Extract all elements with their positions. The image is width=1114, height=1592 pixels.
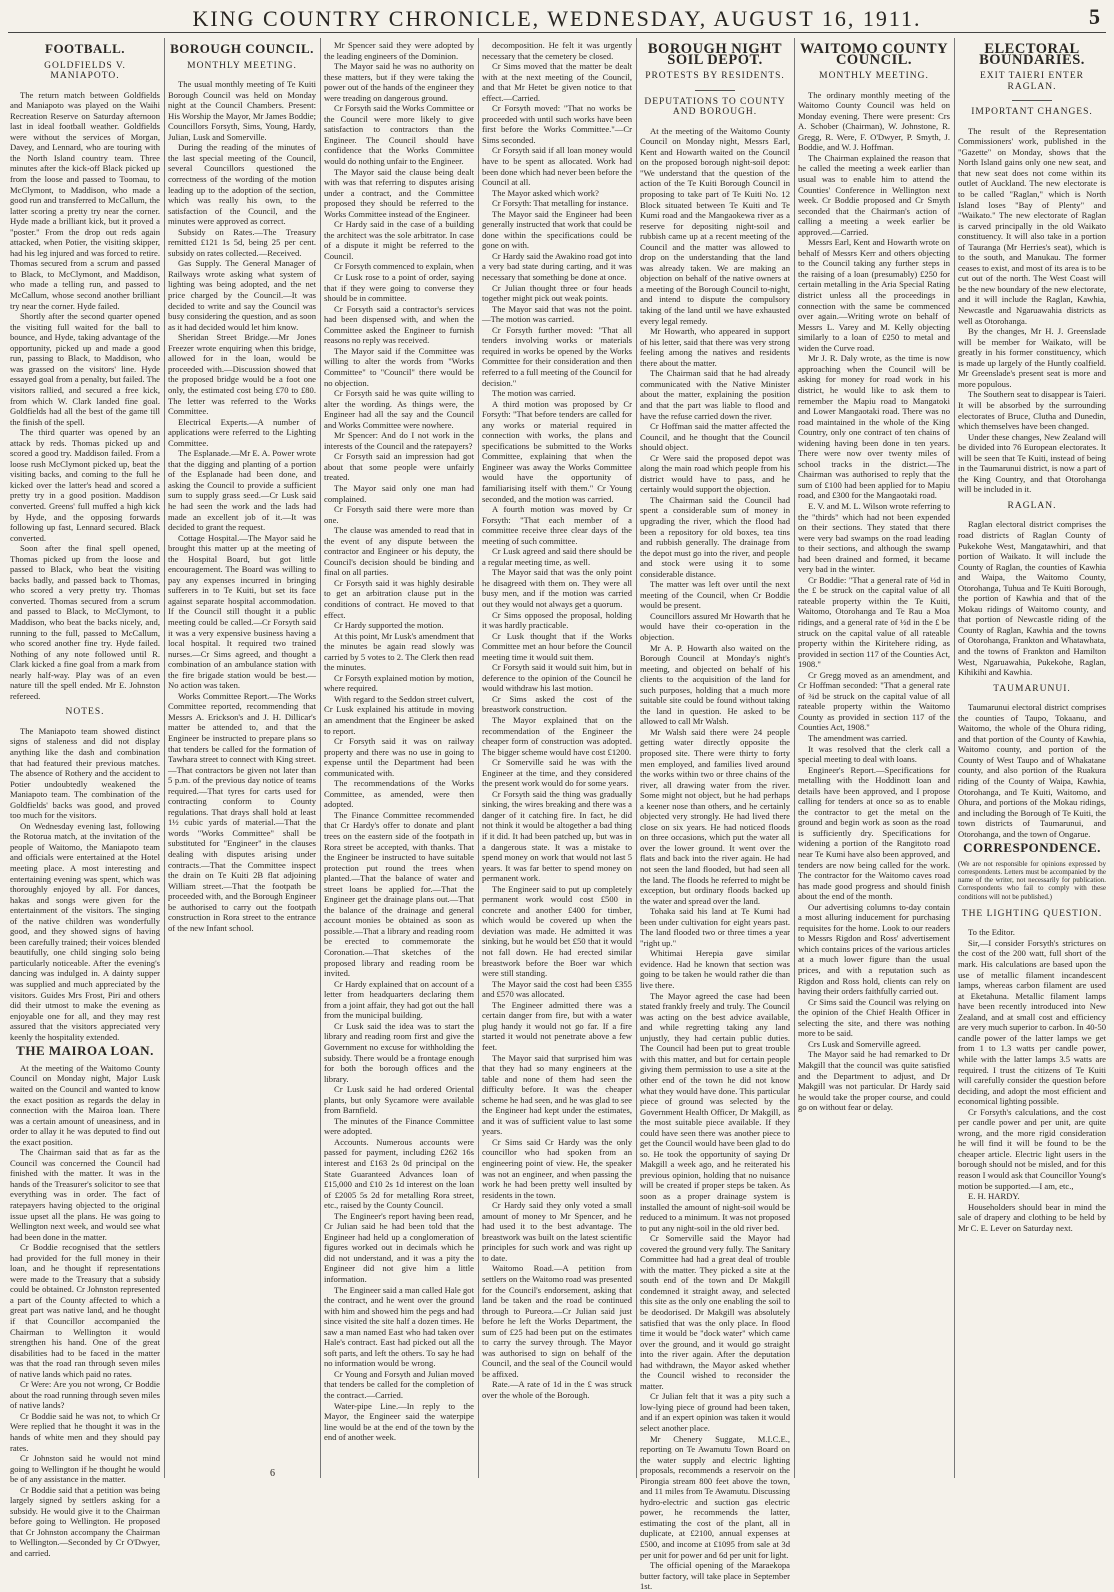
- footer-mark: 6: [270, 1468, 275, 1479]
- article-paragraph: The Chairman said that he had already communicated with the Native Minister about the matter, explaining the position and that the part was liable to flood and have the refuse carried down the river.: [640, 368, 790, 421]
- article-paragraph: Cr Lusk agreed and said there should be a regular meeting time, as well.: [482, 546, 632, 567]
- page-number: 5: [1089, 4, 1100, 29]
- article-subhead: EXIT TAIERI ENTER RAGLAN.: [979, 71, 1084, 92]
- article-paragraph: Mr Spencer said they were adopted by the leading engineers of the Dominion.: [324, 40, 474, 61]
- article-subhead: PROTESTS BY RESIDENTS.: [645, 71, 785, 82]
- article-paragraph: The Mayor explained that on the recommendation of the Engineer the cheaper form of construction was adopted. The bigger scheme would have cost £1200.: [482, 715, 632, 757]
- article-paragraph: Cr Were said the proposed depot was along the main road which people from his district would have to pass, and he certainly would support the objection.: [640, 452, 790, 495]
- article-paragraph: The Engineer said to put up completely permanent work would cost £500 in concrete and another £400 for timber, which would be covered up when the deviation was made. He admitted it was sinking, but he would bet £50 that it would not fall down. He had erected similar breastwork before the Boer war which were still standing.: [482, 883, 632, 979]
- article-subhead: THE LIGHTING QUESTION.: [961, 908, 1103, 919]
- article-paragraph: The Chairman said the Council had spent a considerable sum of money in upgrading the river, which the flood had been a repository for old boxes, tea tins and rubbish generally. The drainage from the depot must go into the river, and people and stock were using it to some considerable distance.: [640, 494, 790, 579]
- section-rule: [1012, 100, 1052, 101]
- article-paragraph: The motion was carried.: [492, 388, 576, 399]
- article-paragraph: At this point, Mr Lusk's amendment that the minutes be again read slowly was carried by 5 votes to 2. The Clerk then read the minutes.: [324, 630, 474, 673]
- article-paragraph: Engineer's Report.—Specifications for metalling with the Hoddinott loan and details have been approved, and I propose calling for tenders at once so as to enable the contractor to get the metal on the ground and begin work as soon as the road is sufficiently dry. Specifications for widening a portion of the Rangitoto road near Te Kumi have also been approved, and tenders are now being called for the work. The contractor for the Waitomo caves road has made good progress and should finish about the end of the month.: [798, 764, 950, 902]
- article-paragraph: With regard to the Seddon street culvert, Cr Lusk explained his attitude in moving an amendment that the Engineer be asked to report.: [324, 693, 474, 736]
- article-paragraph: A fourth motion was moved by Cr Forsyth: "That each member of a committee receive three clear days of the meeting of such committee.: [482, 504, 632, 546]
- editorial-notice: (We are not responsible for opinions expressed by correspondents. Letters must be accompanied by the name of the writer, not necessarily for publication. Correspondents who fail to comply with these conditions will not be published.): [958, 859, 1106, 901]
- article-paragraph: Cr Sims asked the cost of the breastwork construction.: [482, 693, 632, 715]
- article-paragraph: Cr Sims said the Council was relying on the opinion of the Chief Health Officer in selecting the site, and there was nothing more to be said.: [798, 996, 950, 1039]
- article-paragraph: The Mayor said if the Committee was willing to alter the words from "Works Committee" to "Council" there would be no objection.: [324, 345, 474, 388]
- column-divider: [320, 38, 321, 1478]
- article-paragraph: By the changes, Mr H. J. Greenslade will be member for Waikato, will be greatly in his former constituency, which is made up largely of the Huntly coalfield. Mr Greenslade's present seat is more and more populous.: [958, 326, 1106, 389]
- article-paragraph: Cr Forsyth said an impression had got about that some people were unfairly treated.: [324, 451, 474, 483]
- article-subhead: MONTHLY MEETING.: [819, 71, 929, 82]
- article-paragraph: The Mayor said the cost had been £355 and £570 was allocated.: [482, 978, 632, 1000]
- article-paragraph: The Mayor agreed the case had been stated frankly freely and truly. The Council was acting on the best advice available, and while regretting taking any land unjustly, they had certain public duties. The Council had been put to great trouble with this matter, and but for certain people giving them permission to use a site at the other end of the town he did not know what they would have done. This particular piece of ground was selected by the Government Health Officer, Dr Makgill, as the most suitable piece available. If they could have seen there was another piece to get the Council would have been glad to do so. He took the opportunity of saying Dr Makgill a week ago, and he reiterated his previous opinion, holding that no nuisance will be created if proper steps be taken. As soon as a proper drainage system is installed the amount of night-soil would be reduced to a minimum. It was not proposed to put any night-soil in the old river bed.: [640, 990, 790, 1233]
- article-paragraph: Mr Chenery Suggate, M.I.C.E., reporting on Te Awamutu Town Board on the water supply and electric lighting proposals, recommends a reservoir on the Pirongia stream 800 feet above the town, and 11 miles from Te Awamutu. Discussing hydro-electric and suction gas electric power, he recommends the latter, estimating the cost of the plant, all in duplicate, at £2100, annual expenses at £500, and income at £1095 from sale at 3d per unit for power and 6d per unit for light.: [640, 1433, 790, 1560]
- article-paragraph: Accounts. Numerous accounts were passed for payment, including £262 16s interest and £163 2s 0d principal on the State Guaranteed Advances loan of £15,000 and £10 2s 1d interest on the loan of £2005 5s 2d for metalling Rora street, etc., raised by the County Council.: [324, 1136, 474, 1211]
- article-paragraph: During the reading of the minutes of the last special meeting of the Council, several Councillors questioned the correctness of the wording of the motion leading up to the adoption of the section, which was really his own, to the satisfaction of the Council, and the minutes were approved as correct.: [168, 142, 316, 227]
- article-paragraph: The Esplanade.—Mr E. A. Power wrote that the digging and planting of a portion of the Esplanade had been done, and asking the Council to provide a sufficient sum to supply grass seed.—Cr Lusk said he had seen the work and the lads had made an excellent job of it.—It was decided to grant the request.: [168, 448, 316, 533]
- article-paragraph: The recommendations of the Works Committee, as amended, were then adopted.: [324, 778, 474, 810]
- column-divider: [794, 38, 795, 1478]
- article-paragraph: Soon after the final spell opened, Thomas picked up from the loose and passed to Black, who beat the visiting backs badly, and passed back to Thomas, who scored a very pretty try. Thomas converted. Thomas secured from a scrum and passed to Black, to McClymont, to Maddison, who beat the backs nicely, and, running to the full, passed to McCallum, who scored another fine try. Hyde failed. Nothing of any note followed until R. Clark kicked a fine goal from a mark from nearly half-way. Play was of an even nature till the spell ended. Mr E. Johnston refereed.: [10, 543, 160, 701]
- masthead-rule: [8, 32, 1106, 33]
- article-paragraph: The result of the Representation Commissioners' work, published in the "Gazette" on Monday, shows that the North Island gains only one new seat, and that new seat does not come within its outlet of Auckland. The new electorate is to be called "Raglan," which is North Island loses "Bay of Plenty" and "Waikato." The new electorate of Raglan is carved principally in the old Waikato constituency. It will also take in a portion of Tauranga (Mr Herries's seat), which is to the south, and Manukau. The former ceases to exist, and most of its area is to be cut out of the north. The West Coast will be the new boundary of the new electorate, and it will include the Raglan, Kawhia, Newcastle and Ngaruawahia districts as well as Otorohanga.: [958, 125, 1106, 326]
- article-paragraph: Cr Young and Forsyth and Julian moved that tenders be called for the completion of the contract.—Carried.: [324, 1368, 474, 1400]
- article-paragraph: At the meeting of the Waitomo County Council on Monday night, Major Lusk waited on the Council and wanted to know the exact position as regards the delay in connection with the Mairoa loan. There was a certain amount of uneasiness, and in order to allay it he was deputed to find out the exact position.: [10, 1062, 160, 1147]
- column-6: [798, 40, 950, 1470]
- article-paragraph: Cr Hoffman said the matter affected the Council, and he thought that the Council should object.: [640, 421, 790, 453]
- article-paragraph: E. H. HARDY.: [968, 1191, 1020, 1202]
- article-paragraph: On Wednesday evening last, following the Rotorua match, at the invitation of the people of Waitomo, the Maniapoto team and officials were entertained at the Hotel meeting place. A most interesting and entertaining evening was spent, which was thoroughly enjoyed by all. For dances, hakas and songs were given for the entertainment of the visitors. The singing of the native children was wonderfully good, and they showed signs of having been carefully trained; their voices blended beautifully, one child singing solo being particularly noticeable. After the evening's dancing was indulged in. A dainty supper was supplied and much appreciated by the visitors. Guides Mrs Frost, Piri and others did their utmost to make the evening as enjoyable one for all, and they may rest assured that the visitors appreciated very keenly the hospitality extended.: [10, 820, 160, 1042]
- article-paragraph: Cr Forsyth further moved: "That all tenders involving works or materials required in works be opened by the Works Committee for their consideration and then referred to a full meeting of the Council for decision.": [482, 324, 632, 388]
- article-paragraph: The Maniapoto team showed distinct signs of staleness and did not display anything like the dash and combination that had featured their previous matches. The absence of Rothery and the accident to Potier undoubtedly weakened the Maniapoto team. The combination of the Goldfields' backs was good, and proved too much for the visitors.: [10, 725, 160, 821]
- column-5: [640, 40, 790, 1592]
- article-paragraph: The amendment was carried.: [808, 733, 908, 743]
- article-paragraph: The Engineer's report having been read, Cr Julian said he had been told that the Engineer had held up a conglomeration of figures worked out in decimals which he did not understand, and it was a pity the Engineer did not give him a little information.: [324, 1210, 474, 1284]
- article-paragraph: The Mayor said that was not the point.—The motion was carried.: [482, 303, 632, 325]
- article-paragraph: Cr Gregg moved as an amendment, and Cr Hoffman seconded: "That a general rate of ¾d be struck on the capital value of all rateable property within the Waitomo County as provided in section 117 of the Counties Act, 1908.": [798, 669, 950, 733]
- article-paragraph: Cr Hardy said the Awakino road got into a very bad state during carting, and it was necessary that something be done at once.: [482, 250, 632, 283]
- article-paragraph: Mr Spencer: And do I not work in the interests of the Council and the ratepayers?: [324, 430, 474, 451]
- column-divider: [478, 38, 479, 1478]
- article-paragraph: Sir,—I consider Forsyth's strictures on the cost of the 200 watt, full short of the mark. His calculations are based upon the use of metallic filament incandescent lamps, whereas carbon filament are used at Eketahuna. Metallic filament lamps have been recently introduced into New Zealand, and at small cost and efficiency are very much superior to carbon. In 40-50 candle power of the latter lamps we get from 1 to 1.3 watts per candle power, while with the latter lamps 3.5 watts are required. I trust the citizens of Te Kuiti will carefully consider the question before deciding, and adopt the most efficient and economical lighting possible.: [958, 937, 1106, 1107]
- newspaper-title: KING COUNTRY CHRONICLE, WEDNESDAY, AUGUST 16, 1911.: [192, 6, 922, 31]
- article-subhead: MONTHLY MEETING.: [187, 60, 297, 71]
- article-paragraph: The official opening of the Maraekopa butter factory, will take place in September 1st.: [640, 1560, 790, 1592]
- article-paragraph: Taumarunui electoral district comprises the counties of Taupo, Tokaanu, and Waitomo, the whole of the Ohura riding, and that portion of the County of Kawhia, Waitomo county, and portion of the County of West Taupo and of Whakatane county, and also portion of the Ruakura riding of the County of Waipa, Kawhia, Otorohanga, and Te Kuiti, Waitomo, and Ohura, and portions of the Mokau ridings, and including the Borough of Te Kuiti, the town districts of Taumarunui, and Otorohanga, and the town of Ongarue.: [958, 702, 1106, 839]
- article-subhead: GOLDFIELDS V. MANIAPOTO.: [44, 60, 126, 82]
- column-divider: [954, 38, 955, 1478]
- article-paragraph: Our advertising columns to-day contain a most alluring inducement for purchasing requisites for the home. Look to our readers to Messrs Rigdon and Ross' advertisement which contains prices of the various articles at a much lower figure than the usual prices, and with a reputation such as Rigdon and Ross hold, clients can rely on having their orders faithfully carried out.: [798, 901, 950, 997]
- article-paragraph: The Mayor said the Engineer had been generally instructed that work that could be done within the specifications could be gone on with.: [482, 208, 632, 251]
- article-paragraph: Sheridan Street Bridge.—Mr Jones Freezer wrote enquiring when this bridge, allowed for in the loan, would be proceeded with.—Discussion showed that the proposed bridge would be a foot one only, the estimated cost being £70 to £80. The letter was referred to the Works Committee.: [168, 332, 316, 417]
- article-paragraph: Rate.—A rate of 1d in the £ was struck over the whole of the Borough.: [482, 1379, 632, 1400]
- article-paragraph: Cr Lusk said the idea was to start the library and reading room first and give the Government no excuse for withholding the subsidy. There would be a frontage enough for both the borough offices and the library.: [324, 1020, 474, 1084]
- article-paragraph: Cr Boddie said that a petition was being largely signed by settlers asking for a subsidy. He would give it to the Chairman before going to Wellington. He proposed that Cr Johnston accompany the Chairman to Wellington.—Seconded by Cr O'Dwyer, and carried.: [10, 1484, 160, 1559]
- article-paragraph: Works Committee Report.—The Works Committee reported, recommending that Messrs A. Erickson's and J. H. Dillicar's matter be attended to, and that the Engineer be instructed to prepare plans so that tenders be called for the formation of Tawhara street to connect with King street.—That contractors be given not later than 5 p.m. of the previous day notice of teams required.—That tyres for carts used for contracting conform to County regulations. That drays shall hold at least 1½ cubic yards of material.—That the words "Works Committee" shall be substituted for "Engineer" in the clauses dealing with disputes arising under contracts.—That the Committee inspect the drain on Te Kuiti 2B flat adjoining William street.—That the footpath be proceeded with, and the Borough Engineer be authorised to carry out the footpath construction in Rora street to the entrance of the new Infant school.: [168, 690, 316, 933]
- article-headline: FOOTBALL.: [45, 41, 125, 56]
- article-paragraph: Raglan electoral district comprises the road districts of Raglan County of Pukekohe West, Mangatawhiri, and that portion of Waikato. It will include the County of Raglan, the counties of Kawhia and Waipa, the Waitomo County, Otorohanga, Tuhua and Te Kuiti Borough, the portion of Kawhia and that of the Mokau ridings of Waitomo county, and that portion of Newcastle riding of the County of Raglan, Kawhia and the towns of Otorohanga, Frankton and Whatawhata, and the towns of Frankton and Hamilton West, Ngaruawahia, Pukekohe, Raglan, Kihikihi and Kawhia.: [958, 519, 1106, 678]
- article-paragraph: Cr Boddie recognised that the settlers had provided for the full money in their loan, and he thought if representations were made to the Treasury that a subsidy could be obtained. Cr Johnston represented a part of the County affected to which a great part was native land, and he thought if that Councillor accompanied the Chairman to Wellington it would strengthen his hand. One of the great disabilities had to be faced in the matter was that the road ran through seven miles of native lands which paid no rates.: [10, 1242, 160, 1379]
- article-paragraph: Cr Lusk said he had ordered Oriental plants, but only Sycamore were available from Barnfield.: [324, 1084, 474, 1116]
- article-paragraph: Whitimai Herepia gave similar evidence. Had he known that section was going to be taken he would rather die than live there.: [640, 948, 790, 991]
- article-paragraph: Shortly after the second quarter opened the visiting full waited for the ball to bounce, and Hyde, taking advantage of the opportunity, picked up and made a good run, passing to Black, to Maddison, who was grassed on the visitors' line. Hyde essayed goal from a penalty, but failed. The visitors rallied, and secured a free kick, from which W. Clark landed fine goal. Goldfields had all the best of the game till the finish of the spell.: [10, 311, 160, 427]
- article-paragraph: The minutes of the Finance Committee were adopted.: [324, 1115, 474, 1137]
- article-paragraph: Tohaka said his land at Te Kumi had been under cultivation for eight years past. The land flooded two or three times a year "right up.": [640, 906, 790, 948]
- article-headline: ELECTORAL BOUNDARIES.: [979, 41, 1085, 68]
- article-paragraph: The third quarter was opened by an attack by reds. Thomas picked up and scored a good try. Maddison failed. From a loose rush McClymont picked up, beat the visiting backs, and coming to the full he kicked over the latter's head and scored a pretty try in a good position. Maddison converted. Greens' full muffed a high kick by Hyde, and the opposing forwards following up fast, Lennard secured. Black converted.: [10, 427, 160, 543]
- article-paragraph: Gas Supply. The General Manager of Railways wrote asking what system of lighting was being adopted, and the net price charged by the Council.—It was decided to write and say the Council was busy considering the question, and as soon as it had decided would let him know.: [168, 258, 316, 332]
- article-paragraph: Waitomo Road.—A petition from settlers on the Waitomo road was presented for the Council's endorsement, asking that land be taken and the road be continued through to Pureora.—Cr Julian said just before he left the Works Department, the sum of £25 had been put on the estimates to carry the survey through. The Mayor was authorised to sign on behalf of the Council, and the seal of the Council would be affixed.: [482, 1263, 632, 1379]
- article-paragraph: Cr Hardy supported the motion.: [334, 620, 444, 631]
- column-4: [482, 40, 632, 1470]
- article-headline: BOROUGH COUNCIL.: [170, 41, 314, 56]
- article-subhead: TAUMARUNUI.: [993, 683, 1071, 694]
- article-headline: BOROUGH NIGHT SOIL DEPOT.: [647, 41, 783, 68]
- article-paragraph: Cr Forsyth: That metalling for instance.: [492, 198, 629, 209]
- article-paragraph: Mr Walsh said there were 24 people getting water directly opposite the proposed site. There were thirty to forty men employed, and families lived around the works within two or three chains of the river, all drawing water from the river. Some might not object, but he had perhaps a keener nose than others, and he certainly objected very strongly. He had lived there close on six years. He had noticed floods on three occasions, which put the water all over the lower ground. It went over the flats and back into the river again. He had not seen the land flooded, but had seen all the land. The floods he referred to might be exception, but ordinary floods backed up the water and spread over the land.: [640, 726, 790, 906]
- article-subhead: RAGLAN.: [1007, 500, 1057, 511]
- article-paragraph: The Southern seat to disappear is Taieri. It will be absorbed by the surrounding electorates of Bruce, Clutha and Dunedin, which themselves have been changed.: [958, 389, 1106, 432]
- article-paragraph: Cr Were: Are you not wrong, Cr Boddie about the road running through seven miles of native lands?: [10, 1379, 160, 1411]
- article-paragraph: Cr Hardy said they only voted a small amount of money to Mr Spencer, and he had used it to the best advantage. The breastwork was built on the latest scientific principles for such work and was right up to date.: [482, 1200, 632, 1263]
- article-paragraph: E. V. and M. L. Wilson wrote referring to the "thirds" which had not been expended on their sections. They stated that there were very bad swamps on the road leading to their sections, and although the swamp had been drained and formed, it became very bad in the winter.: [798, 500, 950, 575]
- article-paragraph: The usual monthly meeting of Te Kuiti Borough Council was held on Monday night at the Council Chambers. Present: His Worship the Mayor, Mr James Boddie; Councillors Forsyth, Sims, Young, Hardy, Julian, Lusk and Somerville.: [168, 79, 316, 142]
- column-3: [324, 40, 474, 1470]
- article-paragraph: Under these changes, New Zealand will be divided into 76 European electorates. It will be seen that Te Kuiti, instead of being in the Taumarunui district, is now a part of the King Country, and that Otorohanga will be included in it.: [958, 431, 1106, 495]
- article-paragraph: Electrical Experts.—A number of applications were referred to the Lighting Committee.: [168, 416, 316, 448]
- article-paragraph: Subsidy on Rates.—The Treasury remitted £121 1s 5d, being 25 per cent. subsidy on rates collected.—Received.: [168, 226, 316, 258]
- article-headline: WAITOMO COUNTY COUNCIL.: [799, 41, 949, 68]
- article-paragraph: Messrs Earl, Kent and Howarth wrote on behalf of Messrs Kerr and others objecting to the Council taking any further steps in the raising of a loan (presumably) £250 for certain metalling in the Aria Special Rating district unless all the proceedings in connection with the same be commenced over again.—Writing wrote on behalf of Messrs L. Varey and M. Kelly objecting similarly to a loan of £250 to metal and widen the Curve road.: [798, 237, 950, 353]
- column-2: [168, 40, 316, 1470]
- article-paragraph: Cr Forsyth's calculations, and the cost per candle power and per unit, are quite wrong, and the more rigid consideration he will find it will be found to be the cheaper article. Electric light users in the borough should not be misled, and for this reason I would ask that Councillor Young's motion be supported.—I am, etc.,: [958, 1106, 1106, 1191]
- article-subhead: NOTES.: [65, 707, 105, 718]
- article-paragraph: decomposition. He felt it was urgently necessary that the cemetery be closed.: [482, 40, 632, 61]
- article-paragraph: Mr A. P. Howarth also waited on the Borough Council at Monday's night's meeting, and objected on behalf of his clients to the acquisition of the land for such purposes, holding that a much more suitable site could be found without taking the land in question. He asked to be allowed to call Mr Walsh.: [640, 642, 790, 727]
- article-paragraph: Cr Boddie said he was not, to which Cr Were replied that he thought it was in the hands of white men and they should pay rates.: [10, 1410, 160, 1453]
- article-paragraph: The Chairman explained the reason that he called the meeting a week earlier than usual was to enable him to attend the Counties' Conference in Wellington next week. Cr Boddie proposed and Cr Smyth seconded that the Chairman's action of calling a meeting a week earlier be approved.—Carried.: [798, 152, 950, 237]
- article-paragraph: Councillors assured Mr Howarth that he would have their co-operation in the objection.: [640, 610, 790, 642]
- article-paragraph: To the Editor.: [968, 927, 1015, 938]
- article-paragraph: Cr Sims said Cr Hardy was the only councillor who had spoken from an engineering point of view. He, the speaker was not an engineer, and when passing the work he had been pretty well insulted by residents in the town.: [482, 1136, 632, 1200]
- masthead: [0, 0, 1114, 30]
- article-paragraph: Cr Forsyth commenced to explain, when: [334, 261, 474, 272]
- article-paragraph: Cr Forsyth said it would suit him, but in deference to the opinion of the Council he would withdraw his last motion.: [482, 662, 632, 694]
- article-paragraph: The Mayor said he had remarked to Dr Makgill that the council was quite satisfied and the Department to adjust, and Dr Makgill was not particular. Dr Hardy said he would take the proper course, and could go on without fear or delay.: [798, 1049, 950, 1113]
- article-paragraph: A third motion was proposed by Cr Forsyth: "That before tenders are called for any works or material required in connection with works, the plans and specifications be submitted to the Works Committee, explaining that when the Engineer was away the Works Committee would have the opportunity of familiarising itself with them." Cr Young seconded, and the motion was carried.: [482, 398, 632, 504]
- column-divider: [636, 38, 637, 1478]
- article-paragraph: Cottage Hospital.—The Mayor said he brought this matter up at the meeting of the Hospital Board, but got little encouragement. The Board was willing to pay any expenses incurred in bringing sufferers in to Te Kuiti, but set its face against separate hospital accommodation. If the Council still thought it a public meeting could be called.—Cr Forsyth said it was a very expensive business having a local hospital. It required two trained nurses.—Cr Sims agreed, and thought a combination of an ambulance station with the fire brigade station would be best.—No action was taken.: [168, 532, 316, 691]
- article-paragraph: Cr Somerville said he was with the Engineer at the time, and they considered the present work would do for some years.: [482, 757, 632, 789]
- article-paragraph: Cr Julian felt that it was a pity such a low-lying piece of ground had been taken, and if an expert opinion was taken it would select another place.: [640, 1391, 790, 1433]
- article-headline: THE MAIROA LOAN.: [16, 1043, 154, 1059]
- article-paragraph: The Mayor said he was no authority on these matters, but if they were taking the power out of the hands of the engineer they were treading on dangerous ground.: [324, 61, 474, 103]
- article-paragraph: The Engineer admitted there was a certain danger from fire, but with a water plug handy it would not go far. If a fire started it would not penetrate above a few feet.: [482, 999, 632, 1052]
- article-paragraph: Water-pipe Line.—In reply to the Mayor, the Engineer said the waterpipe line would be at the end of the town by the end of another week.: [324, 1400, 474, 1443]
- column-divider: [164, 38, 165, 1478]
- article-paragraph: The Mayor said the clause being dealt with was that referring to disputes arising under a contract, and the Committee proposed they should be referred to the Works Committee instead of the Engineer.: [324, 166, 474, 219]
- article-paragraph: Cr Boddie: "That a general rate of ½d in the £ be struck on the capital value of all rateable property within the Te Kuiti, Waitomo, Otorohanga and Te Rau a Moa ridings, and a general rate of ½d in the £ be struck on the capital value of all rateable property within the Kiritehere riding, as provided in section 117 of the Counties Act, 1908.": [798, 574, 950, 670]
- article-paragraph: The return match between Goldfields and Maniapoto was played on the Waihi Recreation Reserve on Saturday afternoon last in ideal football weather. Goldfields were without the services of Morgan, Davey, and Lennard, who are touring with the North Island country team. Three minutes after the kick-off Black picked up from the loose and passed to Toomau, to McClymont, to Maddison, who made a good run and transferred to McCallum, the latter scoring a pretty try near the corner. Hyde made a brilliant kick, but it proved a "poster." From the drop out reds again attacked, when Potier, the visiting skipper, had his leg injured and was forced to retire. Thomas secured from a scrum and passed to Black, to McClymont, and Maddison, who made a telling run, and passed to McCallum, whose second another brilliant try near the corner. Hyde failed.: [10, 89, 160, 311]
- article-paragraph: Householders should bear in mind the sale of drapery and clothing to be held by Mr C. E. Lever on Saturday next.: [958, 1201, 1106, 1233]
- article-paragraph: Cr Forsyth said the thing was gradually sinking, the wires breaking and there was a danger of it catching fire. In fact, he did not think it would be altogether a bad thing if it did. It had been patched up, but was in a dangerous state. It was a mistake to spend money on work that would not last 5 years. It was far better to spend money on permanent work.: [482, 788, 632, 884]
- article-paragraph: Cr Forsyth said there were more than one.: [324, 504, 474, 525]
- article-paragraph: Cr Lusk rose to a point of order, saying that if they were going to converse they should be in committee.: [324, 272, 474, 304]
- article-paragraph: The Chairman said that as far as the Council was concerned the Council had finished with the matter. It was in the hands of the Treasurer's solicitor to see that everything was in order. The fact of ratepayers having objected to the original issue upset all the plans. He was going to Wellington next week, and would see what had been done in the matter.: [10, 1147, 160, 1242]
- article-paragraph: The matter was left over until the next meeting of the Council, when Cr Boddie would be present.: [640, 579, 790, 611]
- article-paragraph: Cr Hardy said in the case of a building the architect was the sole arbitrator. In case of a dispute it might be referred to the Council.: [324, 219, 474, 261]
- article-paragraph: Cr Forsyth said it was on railway property and there was no use in going to expense until the Department had been communicated with.: [324, 736, 474, 778]
- article-paragraph: Mr Howarth, who appeared in support of his letter, said that there was very strong feeling among the natives and residents there about the matter.: [640, 326, 790, 368]
- article-paragraph: The Finance Committee recommended that Cr Hardy's offer to donate and plant trees on the eastern side of the footpath in Rora street be accepted, with thanks. That the Engineer be instructed to have suitable protection put round the trees when planted.—That the balance of water and street loans be applied for.—That the Engineer get the drainage plans out.—That the balance of the drainage and general account monies be obtained as soon as possible.—That a library and reading room be erected to commemorate the Coronation.—That sketches of the proposed library and reading room be invited.: [324, 809, 474, 979]
- column-7: [958, 40, 1106, 1470]
- article-paragraph: The Mayor asked which work?: [492, 187, 599, 198]
- article-paragraph: Mr J. R. Daly wrote, as the time is now approaching when the Council will be asking for money for road work in his district, he would like to ask them to remember the Mapiu road to Mangatoki and Lower Mangaotaki road. There was no road maintained in the whole of the King Country, only one contract of ten chains of widening having been done in ten years. There were now over twenty miles of school tracks in the district.—The Chairman was authorised to reply that the sum of £100 had been applied for to Mapiu road, and £300 for the Mangaotaki road.: [798, 353, 950, 501]
- article-paragraph: Cr Sims opposed the proposal, holding it was hardly practicable.: [482, 609, 632, 631]
- article-paragraph: Cr Hardy explained that on account of a letter from headquarters declaring them from a joint affair, they had got out the hall from the municipal building.: [324, 978, 474, 1021]
- article-paragraph: Cr Forsyth moved: "That no works be proceeded with until such works have been first before the Works Committee."—Cr Sims seconded.: [482, 103, 632, 145]
- article-paragraph: Cr Forsyth said a contractor's services had been dispensed with, and when the Committee asked the Engineer to furnish reasons no reply was received.: [324, 303, 474, 346]
- article-subhead: DEPUTATIONS TO COUNTY AND BOROUGH.: [644, 96, 786, 118]
- article-paragraph: Cr Forsyth said if all loan money would have to be spent as allocated. Work had been done which had never been before the Council at all.: [482, 145, 632, 188]
- article-paragraph: Cr Forsyth said it was highly desirable to get an arbitration clause put in the conditions of contract. He moved to that effect.: [324, 577, 474, 620]
- article-paragraph: The Engineer said a man called Hale got the contract, and he went over the ground with him and showed him the pegs and had since visited the site half a dozen times. He saw a man named East who had taken over Hale's contract. East had picked out all the soft parts, and left the others. To say he had no information would be wrong.: [324, 1284, 474, 1369]
- article-paragraph: At the meeting of the Waitomo County Council on Monday night, Messrs Earl, Kent and Howarth waited on the Council on the proposed borough night-soil depot: "We understand that the question of the action of the Te Kuiti Borough Council in proposing to take part of Te Kuiti No. 12 Block situated between Te Kuiti and Te Kumi road and the Mangaokewa river as a reserve for depositing night-soil and rubbish came up at a recent meeting of the Council and the matter was allowed to drop on the understanding that the land was already taken. We are making an objection on behalf of the native owners at a meeting of the Borough Council to-night, and intend to dispute the compulsory taking of the land until we have exhausted every legal remedy.: [640, 125, 790, 326]
- article-subhead: IMPORTANT CHANGES.: [971, 107, 1093, 118]
- article-paragraph: Cr Sims moved that the matter be dealt with at the next meeting of the Council, and that Mr Hetet be given notice to that effect.—Carried.: [482, 61, 632, 103]
- article-paragraph: Cr Johnston said he would not mind going to Wellington if he thought he would be of any assistance in the matter.: [10, 1453, 160, 1485]
- article-paragraph: The ordinary monthly meeting of the Waitomo County Council was held on Monday evening. There were present: Crs A. Schober (Chairman), W. Johnstone, R. Gregg, R. Were, F. O'Dwyer, P. Smyth, J. Boddie, and W. J. Hoffman.: [798, 89, 950, 153]
- article-paragraph: Cr Somerville said the Mayor had covered the ground very fully. The Sanitary Committee had had a great deal of trouble with the matter. They picked a site at the south end of the town and Dr Makgill condemned it straight away, and selected this site as the only one enabling the soil to be deodorised. Dr Makgill was absolutely satisfied that was the only place. In flood time it would be "dock water" which came over the ground, and it would go straight into the river again. After the deputation had withdrawn, the Mayor asked whether the Council wished to reconsider the matter.: [640, 1233, 790, 1391]
- article-paragraph: Cr Forsyth explained motion by motion, where required.: [324, 672, 474, 694]
- article-paragraph: Cr Forsyth said he was quite willing to alter the wording. As things were, the Engineer had all the say and the Council and Works Committee were nowhere.: [324, 388, 474, 430]
- article-paragraph: Crs Lusk and Somerville agreed.: [808, 1038, 921, 1049]
- article-paragraph: The clause was amended to read that in the event of any dispute between the contractor and Engineer or his deputy, the Council's decision should be binding and final on all parties.: [324, 525, 474, 578]
- article-paragraph: Cr Forsyth said the Works Committee or the Council were more likely to give satisfaction to contractors than the Engineer. The Council should have confidence that the Works Committee would do nothing unfair to the Engineer.: [324, 103, 474, 167]
- article-paragraph: Cr Lusk thought that if the Works Committee met an hour before the Council meeting time it would suit them.: [482, 630, 632, 662]
- section-rule: [695, 90, 735, 91]
- article-paragraph: The Mayor said that surprised him was that they had so many engineers at the table and none of them had seen the difficulty before. It was the cheaper scheme he had seen, and he was glad to see the Engineer had kept under the estimates, and it was of sufficient value to last some years.: [482, 1052, 632, 1137]
- article-headline: CORRESPONDENCE.: [963, 840, 1101, 856]
- article-paragraph: It was resolved that the clerk call a special meeting to deal with loans.: [798, 743, 950, 765]
- article-paragraph: The Mayor said only one man had complained.: [324, 482, 474, 504]
- article-paragraph: Cr Julian thought three or four heads together might pick out weak points.: [482, 282, 632, 304]
- article-paragraph: The Mayor said that was the only point he disagreed with them on. They were all busy men, and if the motion was carried out they would not always get a quorum.: [482, 567, 632, 609]
- column-1: [10, 40, 160, 1559]
